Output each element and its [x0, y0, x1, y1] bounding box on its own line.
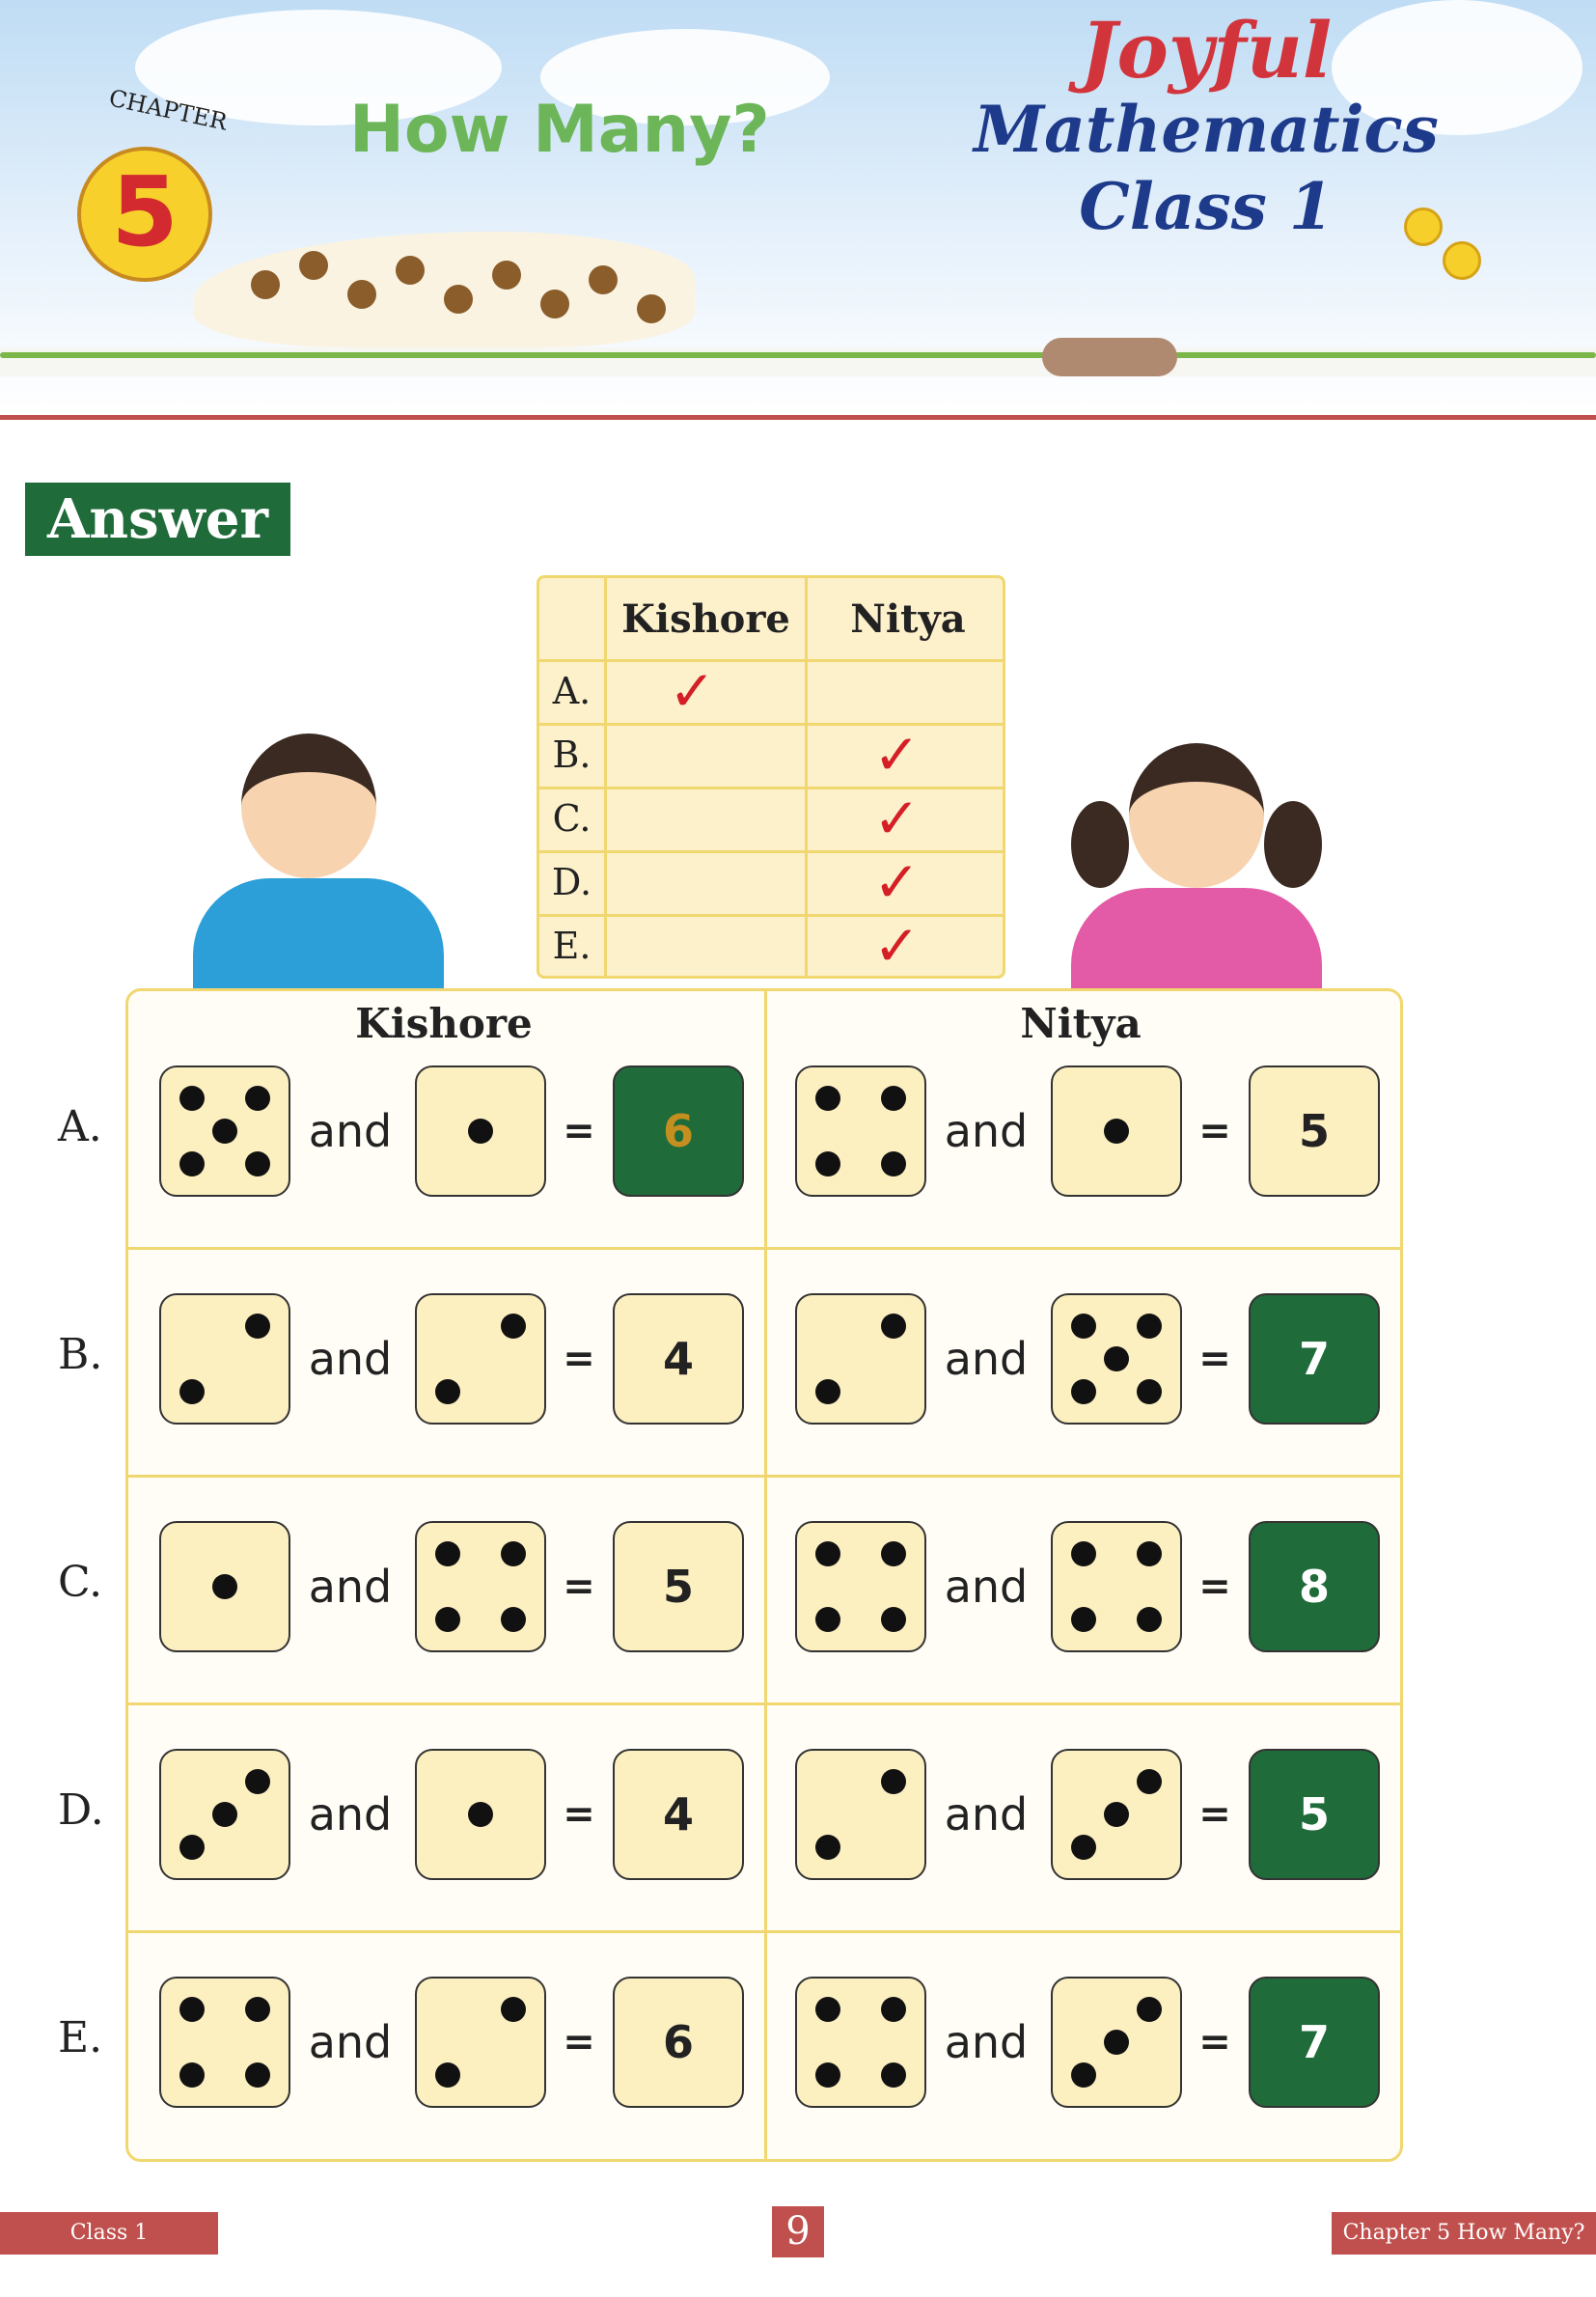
- nitya-sum: 7: [1249, 1293, 1380, 1425]
- die-pip: [1104, 1346, 1129, 1371]
- equals-sign: =: [1198, 1337, 1231, 1381]
- equals-sign: =: [1198, 2020, 1231, 2064]
- die-pip: [1137, 1541, 1162, 1566]
- die-pip: [245, 1997, 270, 2022]
- kishore-sum: 5: [613, 1521, 744, 1652]
- summary-cell: [808, 787, 1008, 850]
- die-pip: [815, 1086, 840, 1111]
- die-pip: [1071, 2062, 1096, 2088]
- summary-row: [539, 914, 1003, 978]
- die-pip: [1071, 1379, 1096, 1404]
- summary-row: [539, 787, 1003, 853]
- summary-row-label: A.: [539, 659, 607, 723]
- die-pip: [435, 1607, 460, 1632]
- and-label: and: [308, 2016, 393, 2068]
- die-pip: [179, 1151, 205, 1176]
- die-pip: [1137, 1607, 1162, 1632]
- nitya-die-a: [795, 1977, 926, 2108]
- nitya-die-b: [1051, 1749, 1182, 1880]
- die-pip: [1071, 1607, 1096, 1632]
- summary-row-label: C.: [539, 787, 607, 850]
- brand-class: Class 1: [1079, 169, 1334, 244]
- bag-illustration: [1042, 338, 1177, 376]
- die-pip: [468, 1119, 493, 1144]
- die-pip: [468, 1802, 493, 1827]
- equals-sign: =: [563, 1337, 595, 1381]
- nitya-sum: 7: [1249, 1977, 1380, 2108]
- die-pip: [179, 1835, 205, 1860]
- die-pip: [212, 1574, 237, 1599]
- answer-heading: Answer: [25, 483, 290, 556]
- die-pip: [881, 1086, 906, 1111]
- die-pip: [815, 1151, 840, 1176]
- summary-cell: [607, 787, 808, 850]
- equals-sign: =: [563, 1792, 595, 1837]
- equals-sign: =: [563, 2020, 595, 2064]
- summary-row-label: B.: [539, 723, 607, 787]
- die-pip: [1137, 1314, 1162, 1339]
- die-pip: [501, 1997, 526, 2022]
- die-pip: [435, 1379, 460, 1404]
- die-pip: [179, 1997, 205, 2022]
- row-divider: [125, 1475, 1403, 1478]
- brand-mathematics: Mathematics: [974, 92, 1439, 167]
- equals-sign: =: [563, 1564, 595, 1609]
- nitya-die-a: [795, 1293, 926, 1425]
- nitya-die-a: [795, 1065, 926, 1197]
- kishore-sum: 6: [613, 1977, 744, 2108]
- die-pip: [1104, 1802, 1129, 1827]
- summary-cell: [808, 850, 1008, 914]
- die-pip: [815, 1835, 840, 1860]
- die-pip: [1137, 1997, 1162, 2022]
- brand-joyful: Joyful: [1080, 5, 1333, 96]
- equals-sign: =: [1198, 1109, 1231, 1153]
- summary-row-label: D.: [539, 850, 607, 914]
- kishore-die-b: [415, 1977, 546, 2108]
- nitya-illustration: [1032, 743, 1351, 994]
- footer-subject: Class 1 Mathematics: [0, 2212, 218, 2255]
- row-divider: [125, 1930, 1403, 1933]
- and-label: and: [944, 1561, 1029, 1613]
- page-number: 9: [772, 2206, 824, 2257]
- die-pip: [212, 1119, 237, 1144]
- nitya-sum: 8: [1249, 1521, 1380, 1652]
- summary-row: [539, 723, 1003, 789]
- equals-sign: =: [563, 1109, 595, 1153]
- die-pip: [435, 2062, 460, 2088]
- die-pip: [881, 1997, 906, 2022]
- tick-icon: ✓: [873, 786, 921, 851]
- die-pip: [815, 2062, 840, 2088]
- die-pip: [245, 1314, 270, 1339]
- kishore-die-a: [159, 1293, 290, 1425]
- kishore-sum: 6: [613, 1065, 744, 1197]
- tick-icon: ✓: [873, 722, 921, 788]
- die-pip: [881, 1769, 906, 1794]
- and-label: and: [308, 1333, 393, 1385]
- die-pip: [179, 2062, 205, 2088]
- die-pip: [881, 1607, 906, 1632]
- die-pip: [881, 1151, 906, 1176]
- giraffe-illustration: [193, 232, 695, 347]
- die-pip: [435, 1541, 460, 1566]
- kishore-illustration: [183, 733, 473, 994]
- nitya-die-b: [1051, 1521, 1182, 1652]
- die-pip: [1071, 1835, 1096, 1860]
- row-label: A.: [58, 1102, 102, 1151]
- summary-cell: [808, 914, 1008, 978]
- equals-sign: =: [1198, 1564, 1231, 1609]
- and-label: and: [308, 1105, 393, 1157]
- die-pip: [245, 1151, 270, 1176]
- and-label: and: [944, 1788, 1029, 1840]
- and-label: and: [944, 1333, 1029, 1385]
- kishore-sum: 4: [613, 1749, 744, 1880]
- kishore-die-b: [415, 1293, 546, 1425]
- die-pip: [212, 1802, 237, 1827]
- die-pip: [1071, 1541, 1096, 1566]
- tick-icon: ✓: [873, 849, 921, 915]
- nitya-sum: 5: [1249, 1065, 1380, 1197]
- kishore-die-a: [159, 1749, 290, 1880]
- die-pip: [179, 1086, 205, 1111]
- header-divider: [0, 415, 1596, 420]
- chapter-label: CHAPTER: [106, 84, 230, 136]
- flower-icon: [1443, 241, 1481, 280]
- row-label: C.: [58, 1558, 103, 1607]
- summary-table: [537, 575, 1005, 979]
- die-pip: [501, 1607, 526, 1632]
- summary-cell: [607, 850, 808, 914]
- summary-row-label: E.: [539, 914, 607, 978]
- nitya-die-b: [1051, 1293, 1182, 1425]
- grass-illustration: [0, 352, 1596, 358]
- table-divider: [764, 988, 767, 2162]
- summary-header-row: [539, 578, 1003, 662]
- die-pip: [1137, 1769, 1162, 1794]
- die-pip: [501, 1314, 526, 1339]
- row-label: D.: [58, 1785, 104, 1835]
- summary-cell: [607, 723, 808, 787]
- die-pip: [1071, 1314, 1096, 1339]
- nitya-sum: 5: [1249, 1749, 1380, 1880]
- page-header: [0, 0, 1596, 410]
- tick-icon: ✓: [669, 658, 716, 724]
- summary-header-nitya: Nitya: [850, 596, 966, 642]
- and-label: and: [308, 1561, 393, 1613]
- die-pip: [815, 1607, 840, 1632]
- column-header-nitya: Nitya: [1020, 1000, 1142, 1047]
- column-header-kishore: Kishore: [355, 1000, 533, 1047]
- kishore-die-b: [415, 1749, 546, 1880]
- kishore-die-b: [415, 1521, 546, 1652]
- die-pip: [1104, 1119, 1129, 1144]
- die-pip: [245, 1086, 270, 1111]
- nitya-die-a: [795, 1521, 926, 1652]
- die-pip: [815, 1997, 840, 2022]
- summary-cell: [607, 659, 808, 723]
- nitya-die-b: [1051, 1977, 1182, 2108]
- chapter-badge: [69, 84, 230, 270]
- kishore-die-b: [415, 1065, 546, 1197]
- kishore-die-a: [159, 1065, 290, 1197]
- footer-chapter: Chapter 5 How Many?: [1332, 2212, 1596, 2255]
- row-divider: [125, 1702, 1403, 1705]
- die-pip: [881, 2062, 906, 2088]
- row-label: E.: [58, 2013, 103, 2062]
- summary-cell: [808, 723, 1008, 787]
- die-pip: [179, 1379, 205, 1404]
- die-pip: [501, 1541, 526, 1566]
- die-pip: [245, 1769, 270, 1794]
- die-pip: [1104, 2030, 1129, 2055]
- kishore-die-a: [159, 1521, 290, 1652]
- and-label: and: [944, 1105, 1029, 1157]
- chapter-number: 5: [111, 155, 179, 268]
- die-pip: [815, 1379, 840, 1404]
- summary-row: [539, 850, 1003, 917]
- tick-icon: ✓: [873, 913, 921, 979]
- chapter-title: How Many?: [349, 92, 770, 168]
- die-pip: [881, 1314, 906, 1339]
- nitya-die-b: [1051, 1065, 1182, 1197]
- die-pip: [245, 2062, 270, 2088]
- kishore-sum: 4: [613, 1293, 744, 1425]
- die-pip: [815, 1541, 840, 1566]
- equals-sign: =: [1198, 1792, 1231, 1837]
- summary-header-kishore: Kishore: [607, 578, 808, 659]
- summary-header-blank: [539, 578, 607, 659]
- row-label: B.: [58, 1330, 103, 1379]
- summary-cell: [607, 914, 808, 978]
- row-divider: [125, 1247, 1403, 1250]
- and-label: and: [308, 1788, 393, 1840]
- kishore-die-a: [159, 1977, 290, 2108]
- summary-row: [539, 659, 1003, 726]
- die-pip: [881, 1541, 906, 1566]
- summary-cell: [808, 659, 1008, 723]
- and-label: and: [944, 2016, 1029, 2068]
- die-pip: [1137, 1379, 1162, 1404]
- nitya-die-a: [795, 1749, 926, 1880]
